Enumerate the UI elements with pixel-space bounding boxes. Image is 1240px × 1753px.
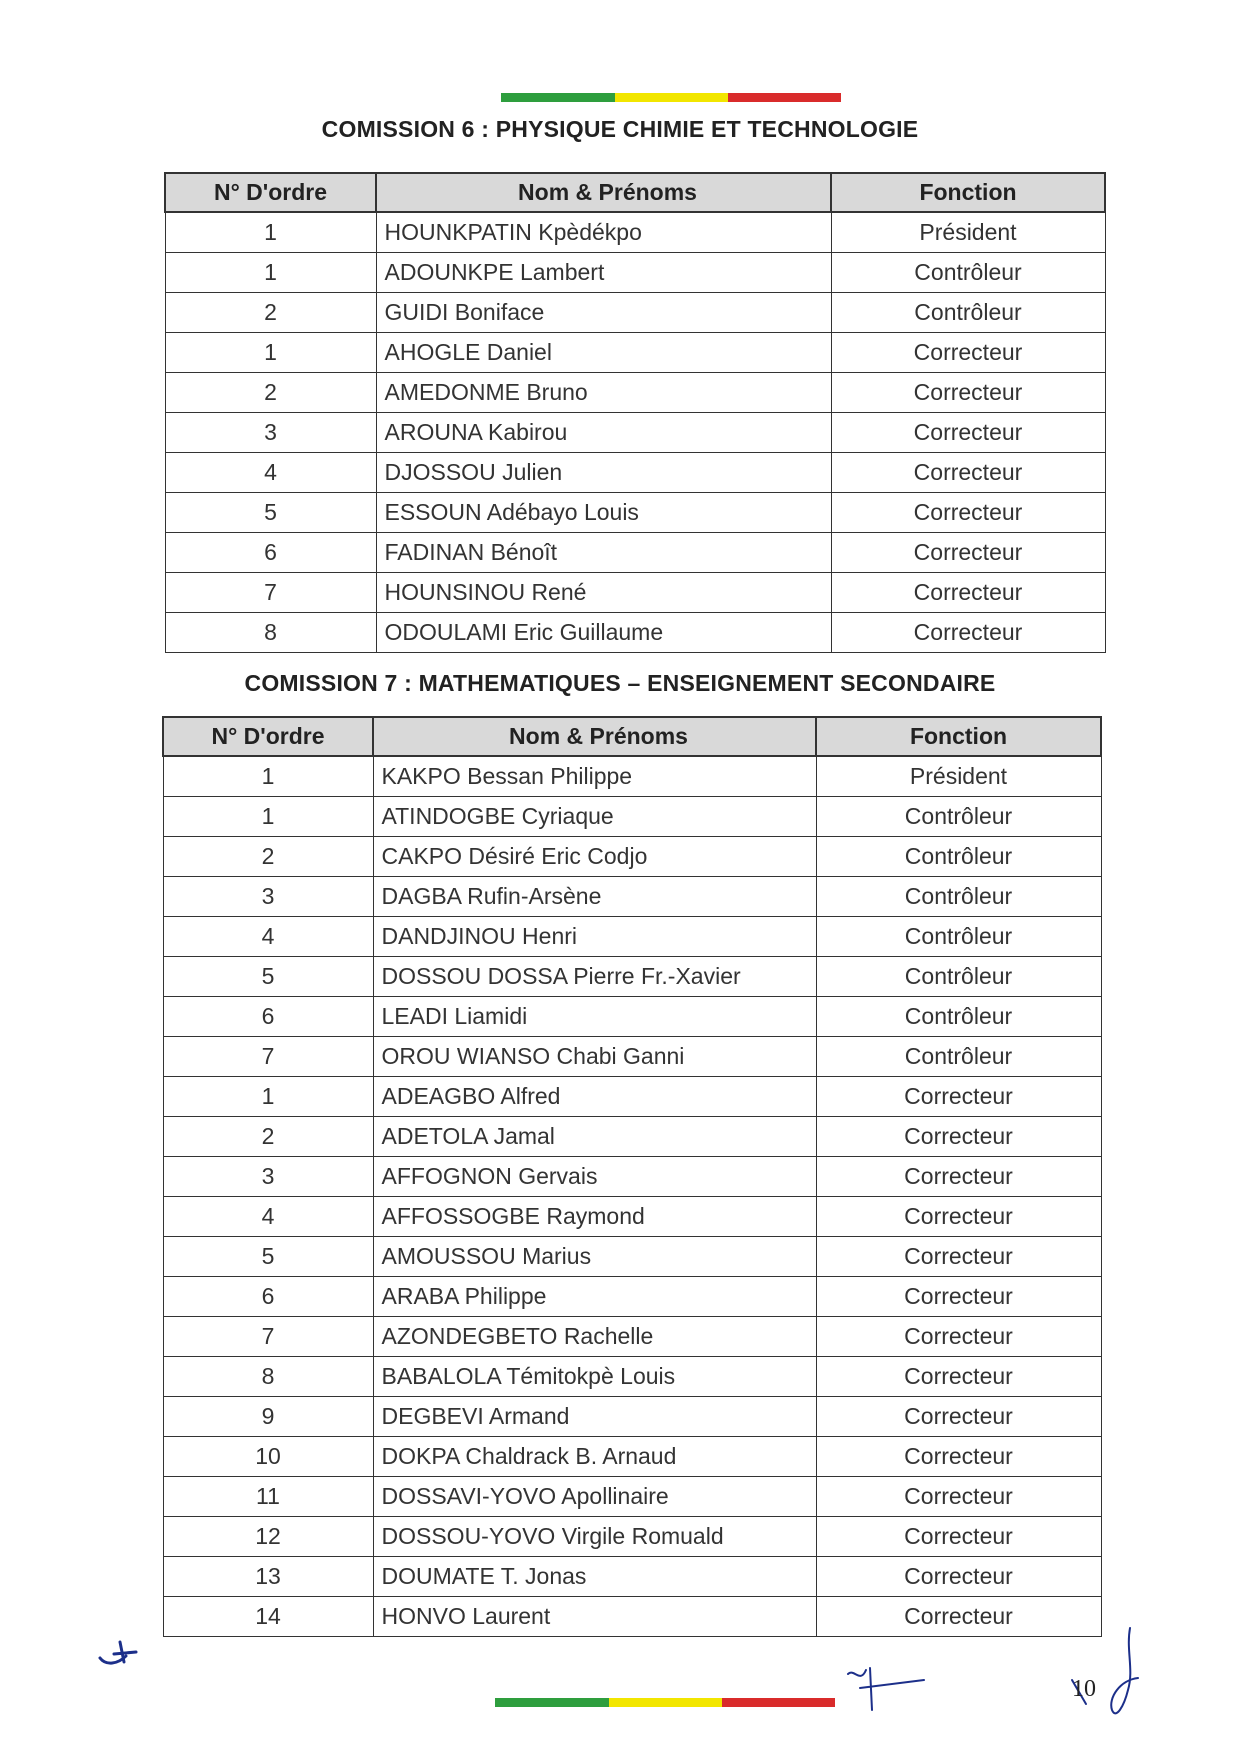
row-name: DOKPA Chaldrack B. Arnaud [373, 1437, 816, 1477]
table-row [163, 1597, 1101, 1637]
flag-yellow-band [615, 93, 728, 102]
flag-green-band [495, 1698, 609, 1707]
row-name: BABALOLA Témitokpè Louis [373, 1357, 816, 1397]
row-name: DOSSOU DOSSA Pierre Fr.-Xavier [373, 957, 816, 997]
row-name: ATINDOGBE Cyriaque [373, 797, 816, 837]
flag-bar-bottom [495, 1698, 835, 1707]
table-row [163, 1237, 1101, 1277]
row-number: 1 [163, 797, 373, 837]
row-number: 8 [163, 1357, 373, 1397]
signature-mark-right [1068, 1620, 1148, 1730]
row-role: Correcteur [816, 1437, 1101, 1477]
row-role: Contrôleur [816, 797, 1101, 837]
row-name: ADOUNKPE Lambert [376, 253, 831, 293]
row-number: 3 [163, 1157, 373, 1197]
row-role: Président [831, 212, 1105, 253]
row-number: 8 [165, 613, 376, 653]
row-role: Correcteur [816, 1557, 1101, 1597]
row-number: 4 [163, 917, 373, 957]
row-role: Contrôleur [816, 837, 1101, 877]
row-name: AZONDEGBETO Rachelle [373, 1317, 816, 1357]
table-row [163, 1557, 1101, 1597]
flag-red-band [728, 93, 841, 102]
header-name: Nom & Prénoms [373, 717, 816, 756]
row-name: ADEAGBO Alfred [373, 1077, 816, 1117]
table-row [165, 573, 1105, 613]
table-row [165, 533, 1105, 573]
table-row [163, 1477, 1101, 1517]
table-header-row [165, 173, 1105, 212]
row-name: FADINAN Bénoît [376, 533, 831, 573]
row-role: Contrôleur [831, 253, 1105, 293]
row-number: 9 [163, 1397, 373, 1437]
row-role: Correcteur [816, 1077, 1101, 1117]
row-number: 5 [163, 957, 373, 997]
row-number: 4 [163, 1197, 373, 1237]
table-row [163, 1197, 1101, 1237]
flag-bar-top [501, 93, 841, 102]
row-name: AMOUSSOU Marius [373, 1237, 816, 1277]
row-role: Contrôleur [816, 957, 1101, 997]
table-row [165, 333, 1105, 373]
row-role: Contrôleur [816, 1037, 1101, 1077]
commission-6-table [164, 172, 1106, 653]
row-name: LEADI Liamidi [373, 997, 816, 1037]
commission-7-table [162, 716, 1102, 1637]
row-number: 5 [163, 1237, 373, 1277]
commission-7-rows [163, 756, 1101, 1637]
table-row [163, 837, 1101, 877]
initials-mark-left [96, 1632, 146, 1672]
row-role: Correcteur [831, 533, 1105, 573]
row-name: DAGBA Rufin-Arsène [373, 877, 816, 917]
commission-6-title: COMISSION 6 : PHYSIQUE CHIMIE ET TECHNOLOGIE [321, 116, 919, 142]
table-row [163, 1157, 1101, 1197]
flag-red-band [722, 1698, 835, 1707]
row-role: Correcteur [816, 1317, 1101, 1357]
row-role: Correcteur [816, 1157, 1101, 1197]
row-name: AFFOGNON Gervais [373, 1157, 816, 1197]
row-number: 7 [163, 1317, 373, 1357]
row-name: ARABA Philippe [373, 1277, 816, 1317]
row-name: AMEDONME Bruno [376, 373, 831, 413]
table-row [163, 1517, 1101, 1557]
header-name: Nom & Prénoms [376, 173, 831, 212]
row-role: Correcteur [831, 493, 1105, 533]
row-name: DANDJINOU Henri [373, 917, 816, 957]
row-role: Correcteur [816, 1117, 1101, 1157]
row-number: 5 [165, 493, 376, 533]
row-name: CAKPO Désiré Eric Codjo [373, 837, 816, 877]
flag-yellow-band [609, 1698, 722, 1707]
table-row [165, 373, 1105, 413]
table-row [165, 413, 1105, 453]
commission-6-rows [165, 212, 1105, 653]
row-role: Correcteur [816, 1397, 1101, 1437]
row-number: 7 [165, 573, 376, 613]
row-number: 1 [163, 1077, 373, 1117]
header-role: Fonction [831, 173, 1105, 212]
row-role: Correcteur [831, 413, 1105, 453]
row-number: 2 [165, 373, 376, 413]
row-role: Président [816, 756, 1101, 797]
row-number: 10 [163, 1437, 373, 1477]
row-name: DOSSAVI-YOVO Apollinaire [373, 1477, 816, 1517]
row-number: 2 [165, 293, 376, 333]
table-row [163, 957, 1101, 997]
table-row [163, 1077, 1101, 1117]
table-row [163, 1357, 1101, 1397]
row-number: 12 [163, 1517, 373, 1557]
row-name: AHOGLE Daniel [376, 333, 831, 373]
table-row [163, 877, 1101, 917]
table-row [165, 212, 1105, 253]
row-name: KAKPO Bessan Philippe [373, 756, 816, 797]
header-role: Fonction [816, 717, 1101, 756]
row-name: DOSSOU-YOVO Virgile Romuald [373, 1517, 816, 1557]
row-number: 1 [165, 333, 376, 373]
row-name: GUIDI Boniface [376, 293, 831, 333]
table-header-row [163, 717, 1101, 756]
table-row [163, 997, 1101, 1037]
row-number: 3 [165, 413, 376, 453]
row-role: Correcteur [816, 1357, 1101, 1397]
row-name: ADETOLA Jamal [373, 1117, 816, 1157]
row-number: 1 [163, 756, 373, 797]
row-role: Correcteur [816, 1237, 1101, 1277]
row-name: AFFOSSOGBE Raymond [373, 1197, 816, 1237]
table-row [163, 1397, 1101, 1437]
row-role: Contrôleur [816, 877, 1101, 917]
row-role: Correcteur [816, 1597, 1101, 1637]
row-number: 4 [165, 453, 376, 493]
row-role: Correcteur [816, 1477, 1101, 1517]
row-number: 11 [163, 1477, 373, 1517]
row-name: HOUNSINOU René [376, 573, 831, 613]
row-name: DOUMATE T. Jonas [373, 1557, 816, 1597]
row-number: 6 [163, 997, 373, 1037]
row-name: ODOULAMI Eric Guillaume [376, 613, 831, 653]
row-number: 1 [165, 212, 376, 253]
row-role: Correcteur [831, 613, 1105, 653]
table-row [163, 1037, 1101, 1077]
row-role: Correcteur [831, 573, 1105, 613]
table-row [165, 493, 1105, 533]
table-row [163, 1437, 1101, 1477]
row-number: 2 [163, 1117, 373, 1157]
row-number: 2 [163, 837, 373, 877]
row-name: AROUNA Kabirou [376, 413, 831, 453]
row-role: Contrôleur [831, 293, 1105, 333]
table-row [165, 453, 1105, 493]
row-number: 7 [163, 1037, 373, 1077]
row-name: HOUNKPATIN Kpèdékpo [376, 212, 831, 253]
page-number: 10 [1072, 1676, 1096, 1702]
table-row [165, 613, 1105, 653]
row-name: ESSOUN Adébayo Louis [376, 493, 831, 533]
row-role: Correcteur [831, 333, 1105, 373]
table-row [163, 756, 1101, 797]
table-row [163, 917, 1101, 957]
row-role: Correcteur [816, 1197, 1101, 1237]
row-number: 1 [165, 253, 376, 293]
row-role: Correcteur [816, 1277, 1101, 1317]
row-number: 3 [163, 877, 373, 917]
table-row [163, 797, 1101, 837]
flag-green-band [501, 93, 615, 102]
row-number: 14 [163, 1597, 373, 1637]
table-row [165, 293, 1105, 333]
row-role: Contrôleur [816, 997, 1101, 1037]
row-number: 6 [165, 533, 376, 573]
row-number: 6 [163, 1277, 373, 1317]
row-name: DEGBEVI Armand [373, 1397, 816, 1437]
commission-7-title: COMISSION 7 : MATHEMATIQUES – ENSEIGNEMENT SECONDAIRE [244, 670, 996, 696]
row-number: 13 [163, 1557, 373, 1597]
header-num: N° D'ordre [165, 173, 376, 212]
table-row [165, 253, 1105, 293]
row-role: Correcteur [831, 453, 1105, 493]
row-role: Contrôleur [816, 917, 1101, 957]
row-name: HONVO Laurent [373, 1597, 816, 1637]
table-row [163, 1317, 1101, 1357]
table-row [163, 1117, 1101, 1157]
row-role: Correcteur [831, 373, 1105, 413]
row-role: Correcteur [816, 1517, 1101, 1557]
table-row [163, 1277, 1101, 1317]
row-name: OROU WIANSO Chabi Ganni [373, 1037, 816, 1077]
initials-mark-center [840, 1660, 930, 1720]
header-num: N° D'ordre [163, 717, 373, 756]
row-name: DJOSSOU Julien [376, 453, 831, 493]
